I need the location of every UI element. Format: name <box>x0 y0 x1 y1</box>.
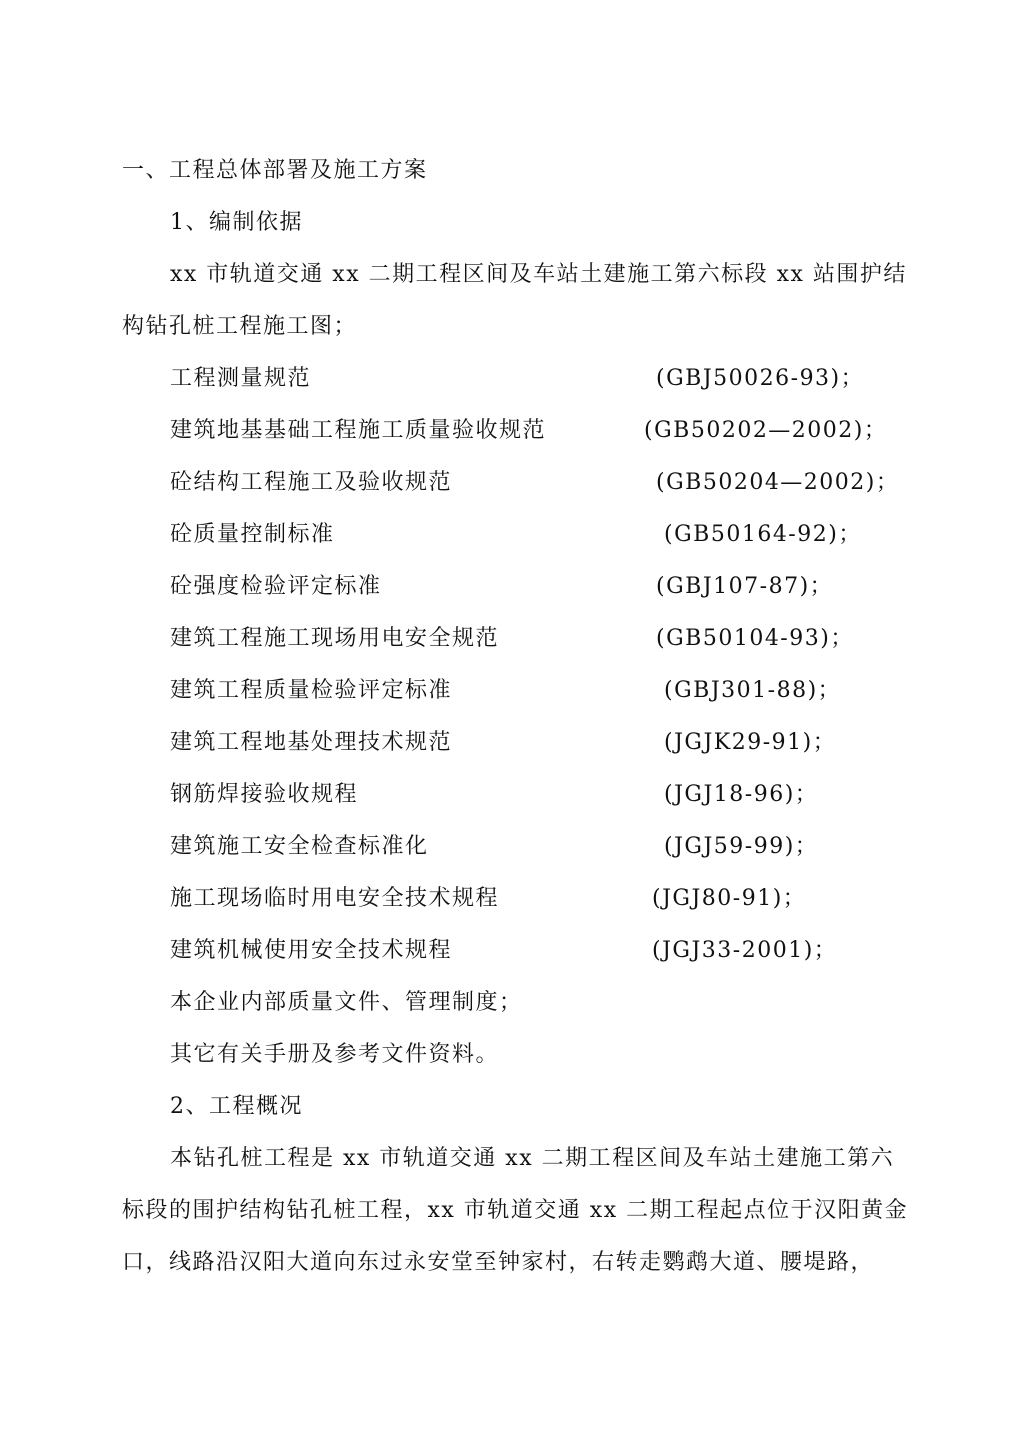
basis-intro-line-1: xx 市轨道交通 xx 二期工程区间及车站土建施工第六标段 xx 站围护结 <box>170 262 907 287</box>
basis-extra-1: 本企业内部质量文件、管理制度； <box>170 990 523 1015</box>
standard-item <box>170 936 870 966</box>
standard-code: (GB50104-93)； <box>656 626 854 651</box>
standard-code: (GBJ301-88)； <box>664 678 842 703</box>
overview-heading: 2、工程概况 <box>170 1094 303 1119</box>
standard-item <box>170 624 870 654</box>
standard-code: (JGJ33-2001)； <box>652 938 838 963</box>
basis-intro-line-2: 构钻孔桩工程施工图； <box>122 314 358 339</box>
standard-item <box>170 468 900 498</box>
standard-name: 钢筋焊接验收规程 <box>170 782 359 807</box>
standard-name: 建筑工程施工现场用电安全规范 <box>170 626 500 651</box>
standard-name: 建筑工程地基处理技术规范 <box>170 730 453 755</box>
basis-heading: 1、编制依据 <box>170 210 303 235</box>
standard-code: (GB50204—2002)； <box>656 470 900 495</box>
standard-name: 砼结构工程施工及验收规范 <box>170 470 453 495</box>
standard-name: 建筑施工安全检查标准化 <box>170 834 429 859</box>
basis-extra-2: 其它有关手册及参考文件资料。 <box>170 1042 500 1067</box>
section-title: 一、工程总体部署及施工方案 <box>122 158 428 183</box>
standard-item <box>170 832 870 862</box>
standard-code: (JGJ18-96)； <box>664 782 819 807</box>
standard-name: 施工现场临时用电安全技术规程 <box>170 886 500 911</box>
standard-name: 建筑机械使用安全技术规程 <box>170 938 453 963</box>
standard-item <box>170 416 888 446</box>
standard-item <box>170 780 870 810</box>
standard-item <box>170 364 870 394</box>
overview-line-3: 口，线路沿汉阳大道向东过永安堂至钟家村，右转走鹦鹉大道、腰堤路， <box>122 1250 875 1275</box>
standard-item <box>170 728 870 758</box>
standard-code: (GB50202—2002)； <box>644 418 888 443</box>
standard-code: (GBJ107-87)； <box>656 574 834 599</box>
standard-name: 砼强度检验评定标准 <box>170 574 382 599</box>
standard-name: 建筑工程质量检验评定标准 <box>170 678 453 703</box>
standard-code: (JGJ59-99)； <box>664 834 819 859</box>
standard-name: 工程测量规范 <box>170 366 312 391</box>
standard-code: (GB50164-92)； <box>664 522 862 547</box>
overview-line-2: 标段的围护结构钻孔桩工程，xx 市轨道交通 xx 二期工程起点位于汉阳黄金 <box>122 1198 909 1223</box>
standard-code: (GBJ50026-93)； <box>656 366 865 391</box>
standard-name: 建筑地基基础工程施工质量验收规范 <box>170 418 547 443</box>
overview-line-1: 本钻孔桩工程是 xx 市轨道交通 xx 二期工程区间及车站土建施工第六 <box>170 1146 895 1171</box>
standard-item <box>170 676 870 706</box>
standard-code: (JGJK29-91)； <box>664 730 837 755</box>
standard-code: (JGJ80-91)； <box>652 886 807 911</box>
standard-item <box>170 884 870 914</box>
standard-name: 砼质量控制标准 <box>170 522 335 547</box>
standard-item <box>170 572 870 602</box>
standard-item <box>170 520 870 550</box>
